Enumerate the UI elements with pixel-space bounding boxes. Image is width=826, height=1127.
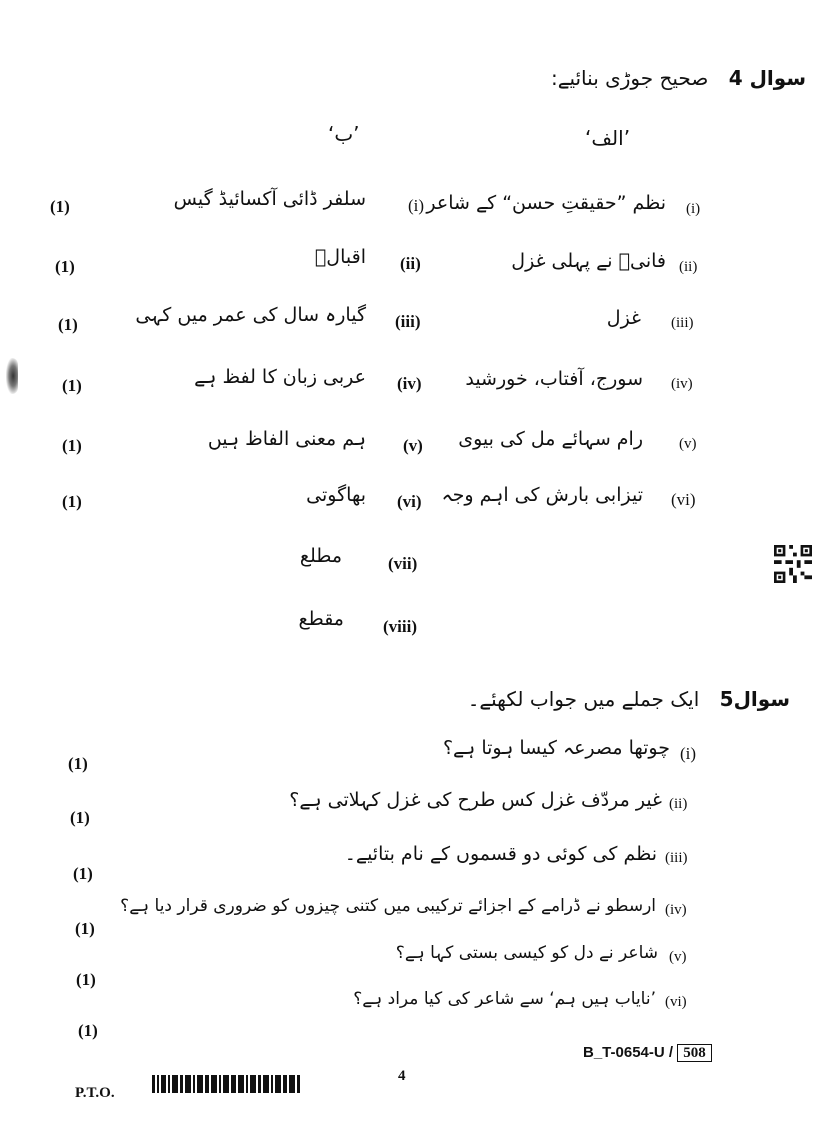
be-text: مطلع [299, 545, 342, 567]
col-alif-header: ’الف‘ [585, 126, 631, 150]
mark: (1) [62, 492, 82, 511]
be-num: (iv) [397, 374, 422, 393]
be-text: مقطع [298, 608, 344, 630]
alif-num: (iii) [671, 315, 694, 331]
be-num: (iii) [395, 312, 421, 331]
mark: (1) [50, 197, 70, 216]
q5-num: (iv) [665, 902, 687, 918]
mark: (1) [68, 754, 88, 773]
paper-number-box: 508 [677, 1044, 712, 1062]
be-num: (viii) [383, 617, 417, 636]
alif-text: رام سہائے مل کی بیوی [458, 428, 643, 450]
be-num: (i) [408, 196, 425, 215]
q4-instruction: صحیح جوڑی بنائیے: [551, 66, 709, 90]
q5-text: چوتھا مصرعہ کیسا ہوتا ہے؟ [442, 737, 670, 759]
pto-label: P.T.O. [75, 1085, 115, 1101]
be-text: بھاگوتی [306, 484, 366, 506]
q5-num: (vi) [665, 994, 687, 1010]
be-text: عربی زبان کا لفظ ہے [194, 366, 366, 388]
scan-artifact [6, 358, 18, 394]
be-text: اقبالؔ [314, 246, 366, 268]
mark: (1) [73, 864, 93, 883]
alif-text: سورج، آفتاب، خورشید [465, 368, 643, 390]
paper-code [583, 1044, 712, 1062]
mark: (1) [78, 1021, 98, 1040]
alif-num: (vi) [671, 490, 696, 509]
q5-heading [468, 687, 790, 711]
q4-label: سوال 4 [728, 66, 806, 90]
alif-text: تیزابی بارش کی اہم وجہ [441, 484, 643, 506]
be-num: (v) [403, 436, 423, 455]
q5-num: (ii) [669, 796, 688, 812]
alif-num: (ii) [679, 259, 698, 275]
q5-text: نظم کی کوئی دو قسموں کے نام بتائیے۔ [344, 843, 657, 865]
be-num: (vii) [388, 554, 418, 573]
q5-text: ارسطو نے ڈرامے کے اجزائے ترکیبی میں کتنی چیزوں کو ضروری قرار دیا ہے؟ [120, 896, 656, 916]
alif-text: نظم ”حقیقتِ حسن“ کے شاعر [426, 192, 666, 214]
alif-text: فانیؔ نے پہلی غزل [511, 250, 666, 272]
alif-num: (i) [686, 201, 701, 217]
mark: (1) [62, 376, 82, 395]
q5-text: غیر مردّف غزل کس طرح کی غزل کہلاتی ہے؟ [289, 789, 662, 811]
be-num: (ii) [400, 254, 421, 273]
paper-code-text: B_T-0654-U / [583, 1044, 674, 1061]
mark: (1) [58, 315, 78, 334]
q5-num: (i) [680, 744, 697, 763]
mark: (1) [75, 919, 95, 938]
be-text: سلفر ڈائی آکسائیڈ گیس [173, 188, 366, 210]
be-num: (vi) [397, 492, 422, 511]
q4-heading [551, 66, 806, 90]
mark: (1) [70, 808, 90, 827]
mark: (1) [55, 257, 75, 276]
q5-text: شاعر نے دل کو کیسی بستی کہا ہے؟ [395, 943, 658, 963]
q5-num: (v) [669, 949, 687, 965]
mark: (1) [62, 436, 82, 455]
mark: (1) [76, 970, 96, 989]
col-be-header: ’ب‘ [328, 122, 360, 146]
qr-code [773, 545, 813, 583]
alif-text: غزل [606, 307, 641, 329]
barcode [152, 1075, 327, 1093]
q5-num: (iii) [665, 850, 688, 866]
be-text: گیارہ سال کی عمر میں کہی [135, 304, 366, 326]
q5-label: سوال5 [719, 687, 790, 711]
page-number: 4 [398, 1068, 406, 1084]
q5-text: ’نایاب ہیں ہم‘ سے شاعر کی کیا مراد ہے؟ [353, 989, 656, 1009]
alif-num: (iv) [671, 376, 693, 392]
alif-num: (v) [679, 436, 697, 452]
be-text: ہم معنی الفاظ ہیں [207, 428, 366, 450]
q5-instruction: ایک جملے میں جواب لکھئے۔ [467, 687, 700, 711]
